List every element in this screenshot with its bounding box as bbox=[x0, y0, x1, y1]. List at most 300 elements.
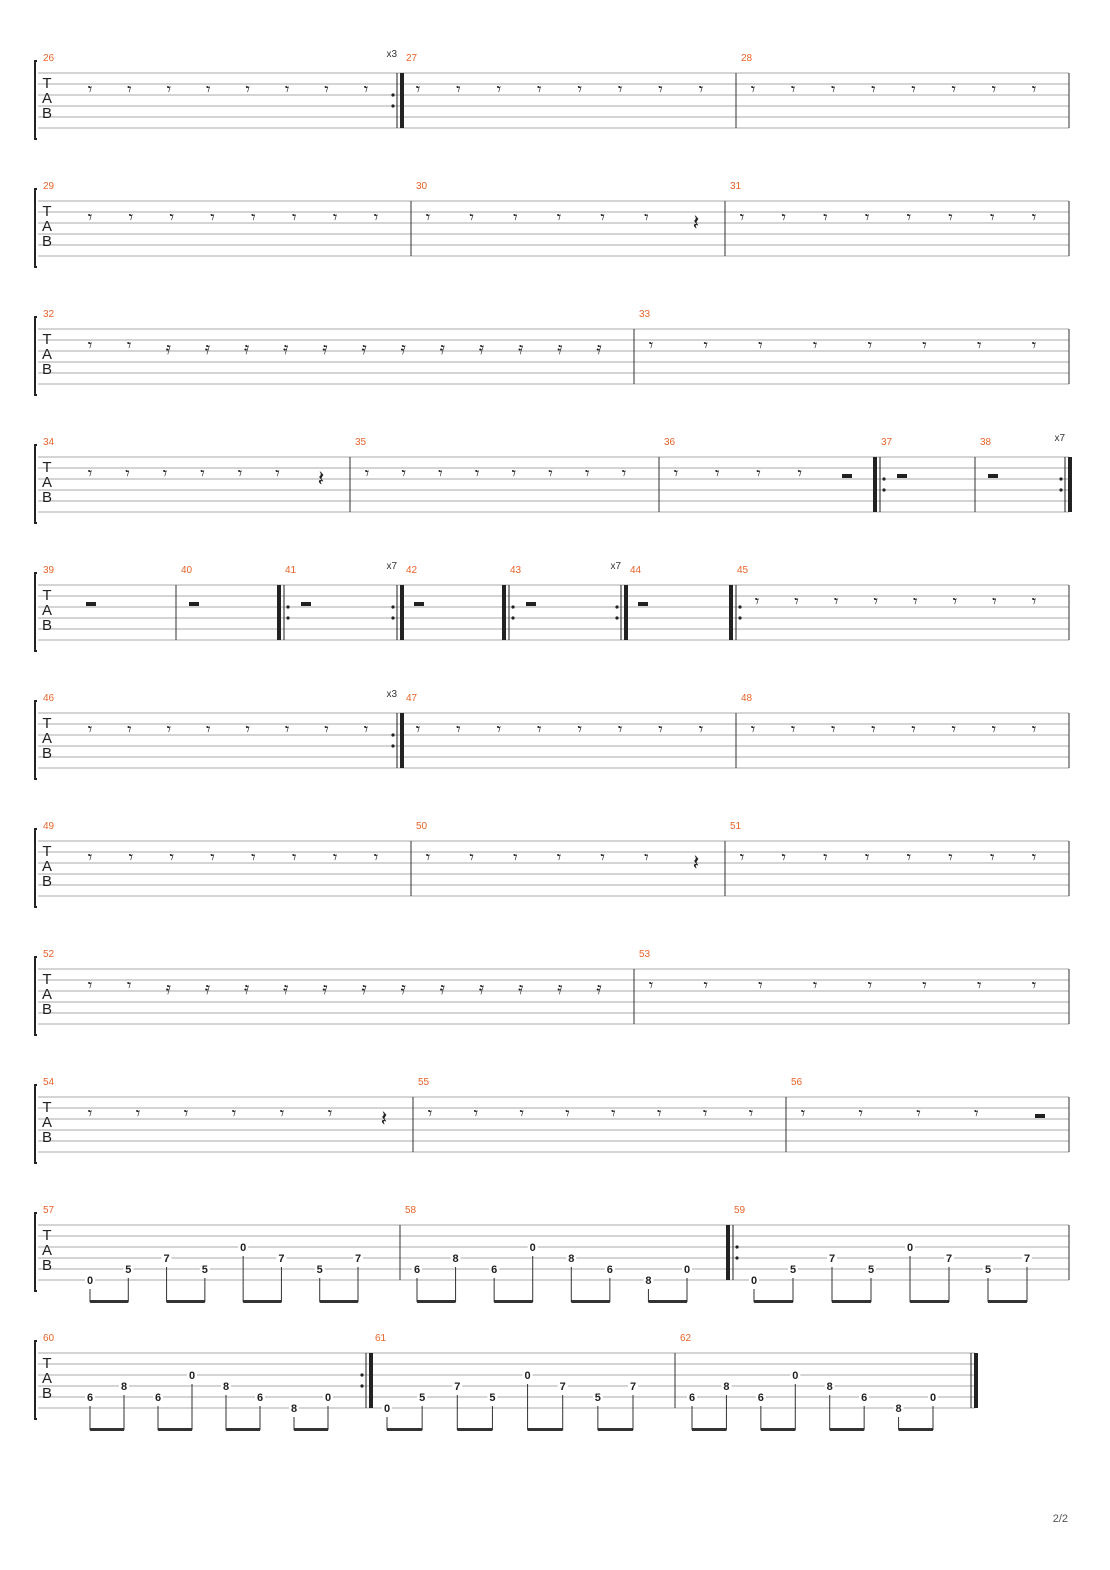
eighth-rest: 𝄾 bbox=[657, 1104, 662, 1124]
tab-clef-letter: A bbox=[41, 730, 53, 747]
tab-clef-letter: T bbox=[42, 587, 52, 604]
measure-number: 58 bbox=[405, 1205, 417, 1216]
tab-clef-letter: T bbox=[42, 459, 52, 476]
measure-number: 52 bbox=[43, 949, 55, 960]
tab-clef-letter: B bbox=[41, 1257, 53, 1274]
eighth-rest: 𝄾 bbox=[977, 336, 982, 356]
measure-number: 36 bbox=[664, 437, 676, 448]
beam bbox=[294, 1428, 328, 1431]
fret-number: 8 bbox=[645, 1275, 652, 1287]
thick-barline bbox=[726, 1225, 730, 1280]
repeat-dot bbox=[391, 93, 394, 96]
fret-number: 5 bbox=[419, 1392, 426, 1404]
eighth-rest: 𝄾 bbox=[922, 976, 927, 996]
eighth-rest: 𝄾 bbox=[292, 848, 297, 868]
eighth-rest: 𝄾 bbox=[951, 720, 956, 740]
eighth-rest: 𝄾 bbox=[206, 720, 211, 740]
measure bbox=[405, 1205, 729, 1303]
system-bracket bbox=[35, 1341, 37, 1419]
eighth-rest: 𝄾 bbox=[617, 720, 623, 740]
beam bbox=[158, 1428, 192, 1431]
repeat-dot bbox=[882, 488, 885, 491]
measure-number: 30 bbox=[416, 181, 428, 192]
half-rest bbox=[1035, 1114, 1045, 1118]
eighth-rest: 𝄾 bbox=[748, 1104, 754, 1124]
fret-number: 8 bbox=[290, 1403, 298, 1415]
eighth-rest: 𝄾 bbox=[644, 208, 649, 228]
half-rest bbox=[526, 602, 536, 606]
measure-number: 53 bbox=[639, 949, 651, 960]
eighth-rest: 𝄾 bbox=[210, 848, 215, 868]
tab-clef-letter: T bbox=[42, 203, 52, 220]
eighth-rest: 𝄾 bbox=[519, 1104, 524, 1124]
beam bbox=[320, 1300, 358, 1303]
eighth-rest: 𝄾 bbox=[496, 80, 502, 100]
eighth-rest: 𝄾 bbox=[922, 336, 927, 356]
eighth-rest: 𝄾 bbox=[87, 976, 93, 996]
eighth-rest: 𝄾 bbox=[513, 208, 518, 228]
eighth-rest: 𝄾 bbox=[823, 848, 828, 868]
final-barline bbox=[974, 1353, 978, 1408]
eighth-rest: 𝄾 bbox=[162, 464, 168, 484]
thick-barline bbox=[277, 585, 281, 640]
thick-barline bbox=[873, 457, 877, 512]
measure bbox=[375, 1333, 675, 1431]
eighth-rest: 𝄾 bbox=[548, 464, 553, 484]
system-bracket bbox=[35, 1213, 37, 1291]
tab-clef-letter: T bbox=[42, 971, 52, 988]
fret-number: 6 bbox=[491, 1264, 498, 1276]
eighth-rest: 𝄾 bbox=[126, 976, 132, 996]
eighth-rest: 𝄾 bbox=[327, 1104, 333, 1124]
eighth-rest: 𝄾 bbox=[739, 848, 745, 868]
eighth-rest: 𝄾 bbox=[797, 464, 803, 484]
eighth-rest: 𝄾 bbox=[128, 848, 134, 868]
fret-number: 8 bbox=[895, 1403, 902, 1415]
measure bbox=[980, 433, 1072, 512]
eighth-rest: 𝄾 bbox=[279, 1104, 285, 1124]
half-rest bbox=[842, 474, 852, 478]
eighth-rest: 𝄾 bbox=[169, 208, 174, 228]
eighth-rest: 𝄾 bbox=[698, 80, 704, 100]
beam bbox=[90, 1300, 128, 1303]
eighth-rest: 𝄾 bbox=[750, 720, 756, 740]
eighth-rest: 𝄾 bbox=[473, 1104, 479, 1124]
eighth-rest: 𝄾 bbox=[867, 976, 873, 996]
thick-barline bbox=[624, 585, 628, 640]
tab-system bbox=[35, 49, 1069, 139]
repeat-dot bbox=[615, 616, 618, 619]
beam bbox=[528, 1428, 563, 1431]
eighth-rest: 𝄾 bbox=[698, 720, 704, 740]
measure-number: 43 bbox=[510, 565, 522, 576]
system-bracket bbox=[35, 189, 37, 267]
eighth-rest: 𝄾 bbox=[332, 848, 338, 868]
eighth-rest: 𝄾 bbox=[991, 720, 997, 740]
measure-number: 62 bbox=[680, 1333, 692, 1344]
fret-number: 8 bbox=[826, 1381, 833, 1393]
eighth-rest: 𝄾 bbox=[864, 848, 870, 868]
measure-number: 54 bbox=[43, 1077, 55, 1088]
tab-clef-letter: T bbox=[42, 715, 52, 732]
tab-clef-letter: B bbox=[41, 873, 53, 890]
sixteenth-rest: 𝄿 bbox=[204, 979, 211, 999]
tab-system bbox=[35, 821, 1069, 907]
eighth-rest: 𝄾 bbox=[600, 208, 605, 228]
eighth-rest: 𝄾 bbox=[812, 336, 818, 356]
measure-number: 49 bbox=[43, 821, 55, 832]
fret-number: 8 bbox=[723, 1381, 730, 1393]
eighth-rest: 𝄾 bbox=[513, 848, 518, 868]
eighth-rest: 𝄾 bbox=[916, 1104, 921, 1124]
eighth-rest: 𝄾 bbox=[166, 80, 172, 100]
fret-number: 0 bbox=[750, 1275, 758, 1287]
system-bracket bbox=[35, 829, 37, 907]
measure-number: 33 bbox=[639, 309, 651, 320]
repeat-dot bbox=[511, 616, 514, 619]
thick-barline bbox=[400, 585, 404, 640]
sixteenth-rest: 𝄿 bbox=[557, 979, 563, 999]
beam bbox=[899, 1428, 933, 1431]
fret-number: 5 bbox=[594, 1392, 601, 1404]
eighth-rest: 𝄾 bbox=[1031, 720, 1037, 740]
eighth-rest: 𝄾 bbox=[781, 208, 786, 228]
fret-number: 5 bbox=[867, 1264, 875, 1276]
eighth-rest: 𝄾 bbox=[990, 848, 995, 868]
tab-clef-letter: T bbox=[42, 331, 52, 348]
fret-number: 0 bbox=[529, 1242, 536, 1254]
eighth-rest: 𝄾 bbox=[245, 720, 250, 740]
eighth-rest: 𝄾 bbox=[1031, 336, 1037, 356]
system-bracket bbox=[35, 957, 37, 1035]
measure-number: 59 bbox=[734, 1205, 746, 1216]
eighth-rest: 𝄾 bbox=[324, 720, 329, 740]
system-bracket bbox=[35, 573, 37, 651]
measure-number: 61 bbox=[375, 1333, 387, 1344]
measure-number: 37 bbox=[881, 437, 893, 448]
beam bbox=[598, 1428, 633, 1431]
fret-number: 0 bbox=[188, 1370, 196, 1382]
fret-number: 0 bbox=[324, 1392, 332, 1404]
measure-number: 51 bbox=[730, 821, 742, 832]
eighth-rest: 𝄾 bbox=[373, 208, 379, 228]
system-bracket bbox=[35, 1085, 37, 1163]
eighth-rest: 𝄾 bbox=[913, 592, 918, 612]
beam bbox=[830, 1428, 864, 1431]
eighth-rest: 𝄾 bbox=[952, 592, 958, 612]
measure-number: 35 bbox=[355, 437, 367, 448]
eighth-rest: 𝄾 bbox=[906, 208, 912, 228]
tab-system bbox=[35, 561, 1069, 651]
eighth-rest: 𝄾 bbox=[658, 80, 663, 100]
eighth-rest: 𝄾 bbox=[469, 848, 474, 868]
eighth-rest: 𝄾 bbox=[756, 464, 761, 484]
tab-clef-letter: B bbox=[41, 617, 53, 634]
eighth-rest: 𝄾 bbox=[621, 464, 627, 484]
eighth-rest: 𝄾 bbox=[251, 208, 256, 228]
eighth-rest: 𝄾 bbox=[906, 848, 912, 868]
eighth-rest: 𝄾 bbox=[617, 80, 623, 100]
measure bbox=[664, 437, 852, 484]
repeat-count: x3 bbox=[386, 49, 397, 60]
eighth-rest: 𝄾 bbox=[169, 848, 174, 868]
eighth-rest: 𝄾 bbox=[858, 1104, 864, 1124]
eighth-rest: 𝄾 bbox=[758, 976, 763, 996]
repeat-dot bbox=[738, 605, 741, 608]
fret-number: 7 bbox=[354, 1253, 362, 1265]
tab-clef-letter: A bbox=[41, 602, 53, 619]
eighth-rest: 𝄾 bbox=[758, 336, 763, 356]
thick-barline bbox=[369, 1353, 373, 1408]
fret-number: 0 bbox=[792, 1370, 799, 1382]
eighth-rest: 𝄾 bbox=[831, 80, 836, 100]
eighth-rest: 𝄾 bbox=[951, 80, 956, 100]
sixteenth-rest: 𝄿 bbox=[322, 339, 328, 359]
eighth-rest: 𝄾 bbox=[658, 720, 663, 740]
system-bracket bbox=[35, 445, 37, 523]
measure-number: 29 bbox=[43, 181, 55, 192]
repeat-dot bbox=[615, 605, 618, 608]
repeat-dot bbox=[735, 1256, 738, 1259]
eighth-rest: 𝄾 bbox=[128, 208, 134, 228]
eighth-rest: 𝄾 bbox=[469, 208, 474, 228]
fret-number: 5 bbox=[201, 1264, 208, 1276]
tab-clef-letter: B bbox=[41, 489, 53, 506]
eighth-rest: 𝄾 bbox=[648, 336, 654, 356]
measure-number: 44 bbox=[630, 565, 642, 576]
measure-number: 46 bbox=[43, 693, 55, 704]
repeat-count: x7 bbox=[610, 561, 621, 572]
eighth-rest: 𝄾 bbox=[284, 720, 290, 740]
tab-system bbox=[35, 181, 1069, 267]
fret-number: 6 bbox=[861, 1392, 868, 1404]
repeat-dot bbox=[360, 1384, 363, 1387]
beam bbox=[910, 1300, 949, 1303]
system-bracket bbox=[35, 317, 37, 395]
fret-number: 6 bbox=[154, 1392, 162, 1404]
eighth-rest: 𝄾 bbox=[87, 208, 93, 228]
measure-number: 56 bbox=[791, 1077, 803, 1088]
system-bracket bbox=[35, 701, 37, 779]
eighth-rest: 𝄾 bbox=[511, 464, 517, 484]
sixteenth-rest: 𝄿 bbox=[283, 979, 289, 999]
eighth-rest: 𝄾 bbox=[537, 80, 542, 100]
fret-number: 7 bbox=[163, 1253, 170, 1265]
sixteenth-rest: 𝄿 bbox=[400, 979, 406, 999]
eighth-rest: 𝄾 bbox=[1031, 208, 1037, 228]
tab-clef-letter: A bbox=[41, 1242, 53, 1259]
tab-clef-letter: A bbox=[41, 474, 53, 491]
eighth-rest: 𝄾 bbox=[373, 848, 379, 868]
tab-system bbox=[35, 433, 1072, 523]
fret-number: 0 bbox=[929, 1392, 937, 1404]
eighth-rest: 𝄾 bbox=[496, 720, 502, 740]
beam bbox=[761, 1428, 795, 1431]
measure bbox=[43, 1333, 373, 1431]
sixteenth-rest: 𝄿 bbox=[478, 339, 485, 359]
repeat-dot bbox=[1059, 477, 1062, 480]
eighth-rest: 𝄾 bbox=[871, 80, 876, 100]
fret-number: 7 bbox=[454, 1381, 461, 1393]
fret-number: 5 bbox=[316, 1264, 323, 1276]
beam bbox=[754, 1300, 793, 1303]
thick-barline bbox=[400, 73, 404, 128]
measure bbox=[502, 561, 628, 640]
quarter-rest: 𝄽 bbox=[692, 211, 700, 236]
repeat-count: x3 bbox=[386, 689, 397, 700]
measure bbox=[43, 1205, 400, 1303]
eighth-rest: 𝄾 bbox=[973, 1104, 979, 1124]
measure bbox=[277, 561, 404, 640]
half-rest bbox=[189, 602, 199, 606]
repeat-dot bbox=[360, 1373, 363, 1376]
beam bbox=[494, 1300, 533, 1303]
quarter-rest: 𝄽 bbox=[692, 851, 700, 876]
measure-number: 50 bbox=[416, 821, 428, 832]
eighth-rest: 𝄾 bbox=[990, 208, 995, 228]
measure-number: 47 bbox=[406, 693, 418, 704]
tab-system bbox=[35, 1205, 1069, 1303]
fret-number: 0 bbox=[524, 1370, 531, 1382]
beam bbox=[571, 1300, 610, 1303]
measure-number: 38 bbox=[980, 437, 992, 448]
eighth-rest: 𝄾 bbox=[556, 208, 562, 228]
eighth-rest: 𝄾 bbox=[991, 80, 997, 100]
tab-clef-letter: A bbox=[41, 218, 53, 235]
tab-clef-letter: A bbox=[41, 858, 53, 875]
measure-number: 40 bbox=[181, 565, 193, 576]
eighth-rest: 𝄾 bbox=[456, 80, 461, 100]
eighth-rest: 𝄾 bbox=[87, 1104, 93, 1124]
measure-number: 26 bbox=[43, 53, 55, 64]
eighth-rest: 𝄾 bbox=[556, 848, 562, 868]
eighth-rest: 𝄾 bbox=[425, 208, 431, 228]
beam bbox=[417, 1300, 456, 1303]
eighth-rest: 𝄾 bbox=[577, 720, 582, 740]
beam bbox=[243, 1300, 281, 1303]
eighth-rest: 𝄾 bbox=[833, 592, 839, 612]
eighth-rest: 𝄾 bbox=[992, 592, 997, 612]
tab-clef-letter: T bbox=[42, 1099, 52, 1116]
eighth-rest: 𝄾 bbox=[425, 848, 431, 868]
thick-barline bbox=[1068, 457, 1072, 512]
beam bbox=[457, 1428, 492, 1431]
eighth-rest: 𝄾 bbox=[703, 976, 708, 996]
repeat-dot bbox=[391, 733, 394, 736]
fret-number: 6 bbox=[86, 1392, 94, 1404]
eighth-rest: 𝄾 bbox=[324, 80, 329, 100]
fret-number: 8 bbox=[452, 1253, 459, 1265]
half-rest bbox=[988, 474, 998, 478]
repeat-dot bbox=[511, 605, 514, 608]
eighth-rest: 𝄾 bbox=[210, 208, 215, 228]
beam bbox=[387, 1428, 422, 1431]
fret-number: 5 bbox=[489, 1392, 496, 1404]
eighth-rest: 𝄾 bbox=[977, 976, 982, 996]
sixteenth-rest: 𝄿 bbox=[204, 339, 211, 359]
eighth-rest: 𝄾 bbox=[87, 464, 93, 484]
eighth-rest: 𝄾 bbox=[401, 464, 406, 484]
eighth-rest: 𝄾 bbox=[284, 80, 290, 100]
eighth-rest: 𝄾 bbox=[363, 720, 369, 740]
eighth-rest: 𝄾 bbox=[585, 464, 590, 484]
tab-system bbox=[35, 309, 1069, 395]
eighth-rest: 𝄾 bbox=[183, 1104, 189, 1124]
fret-number: 6 bbox=[757, 1392, 764, 1404]
repeat-dot bbox=[735, 1245, 738, 1248]
beam bbox=[832, 1300, 871, 1303]
eighth-rest: 𝄾 bbox=[611, 1104, 616, 1124]
eighth-rest: 𝄾 bbox=[537, 720, 542, 740]
repeat-dot bbox=[391, 616, 394, 619]
repeat-dot bbox=[286, 605, 289, 608]
eighth-rest: 𝄾 bbox=[1031, 80, 1037, 100]
sixteenth-rest: 𝄿 bbox=[244, 339, 250, 359]
eighth-rest: 𝄾 bbox=[245, 80, 250, 100]
tab-clef-letter: B bbox=[41, 233, 53, 250]
eighth-rest: 𝄾 bbox=[275, 464, 280, 484]
fret-number: 5 bbox=[984, 1264, 992, 1276]
eighth-rest: 𝄾 bbox=[794, 592, 799, 612]
measure-number: 32 bbox=[43, 309, 55, 320]
measure-number: 41 bbox=[285, 565, 297, 576]
tab-clef-letter: B bbox=[41, 1001, 53, 1018]
beam bbox=[167, 1300, 205, 1303]
sixteenth-rest: 𝄿 bbox=[596, 339, 602, 359]
tab-system bbox=[35, 1333, 978, 1431]
eighth-rest: 𝄾 bbox=[1031, 592, 1037, 612]
repeat-dot bbox=[738, 616, 741, 619]
eighth-rest: 𝄾 bbox=[292, 208, 297, 228]
tab-clef-letter: T bbox=[42, 843, 52, 860]
tab-clef-letter: A bbox=[41, 1370, 53, 1387]
measure-number: 42 bbox=[406, 565, 418, 576]
eighth-rest: 𝄾 bbox=[739, 208, 745, 228]
measure-number: 31 bbox=[730, 181, 742, 192]
sixteenth-rest: 𝄿 bbox=[165, 339, 171, 359]
system-bracket bbox=[35, 61, 37, 139]
fret-number: 8 bbox=[120, 1381, 128, 1393]
eighth-rest: 𝄾 bbox=[1031, 848, 1037, 868]
eighth-rest: 𝄾 bbox=[911, 80, 916, 100]
repeat-dot bbox=[391, 605, 394, 608]
eighth-rest: 𝄾 bbox=[873, 592, 878, 612]
sixteenth-rest: 𝄿 bbox=[518, 339, 524, 359]
eighth-rest: 𝄾 bbox=[867, 336, 873, 356]
fret-number: 0 bbox=[86, 1275, 94, 1287]
fret-number: 7 bbox=[629, 1381, 637, 1393]
eighth-rest: 𝄾 bbox=[911, 720, 916, 740]
repeat-dot bbox=[286, 616, 289, 619]
fret-number: 0 bbox=[240, 1242, 247, 1254]
eighth-rest: 𝄾 bbox=[673, 464, 679, 484]
eighth-rest: 𝄾 bbox=[231, 1104, 237, 1124]
measure-number: 48 bbox=[741, 693, 753, 704]
eighth-rest: 𝄾 bbox=[415, 720, 421, 740]
fret-number: 6 bbox=[606, 1264, 613, 1276]
measure-number: 60 bbox=[43, 1333, 55, 1344]
tab-clef-letter: B bbox=[41, 361, 53, 378]
measure bbox=[726, 1205, 1069, 1303]
sixteenth-rest: 𝄿 bbox=[439, 979, 445, 999]
eighth-rest: 𝄾 bbox=[127, 720, 132, 740]
eighth-rest: 𝄾 bbox=[577, 80, 582, 100]
tab-clef-letter: B bbox=[41, 1385, 53, 1402]
fret-number: 5 bbox=[125, 1264, 132, 1276]
eighth-rest: 𝄾 bbox=[754, 592, 760, 612]
half-rest bbox=[638, 602, 648, 606]
half-rest bbox=[86, 602, 96, 606]
